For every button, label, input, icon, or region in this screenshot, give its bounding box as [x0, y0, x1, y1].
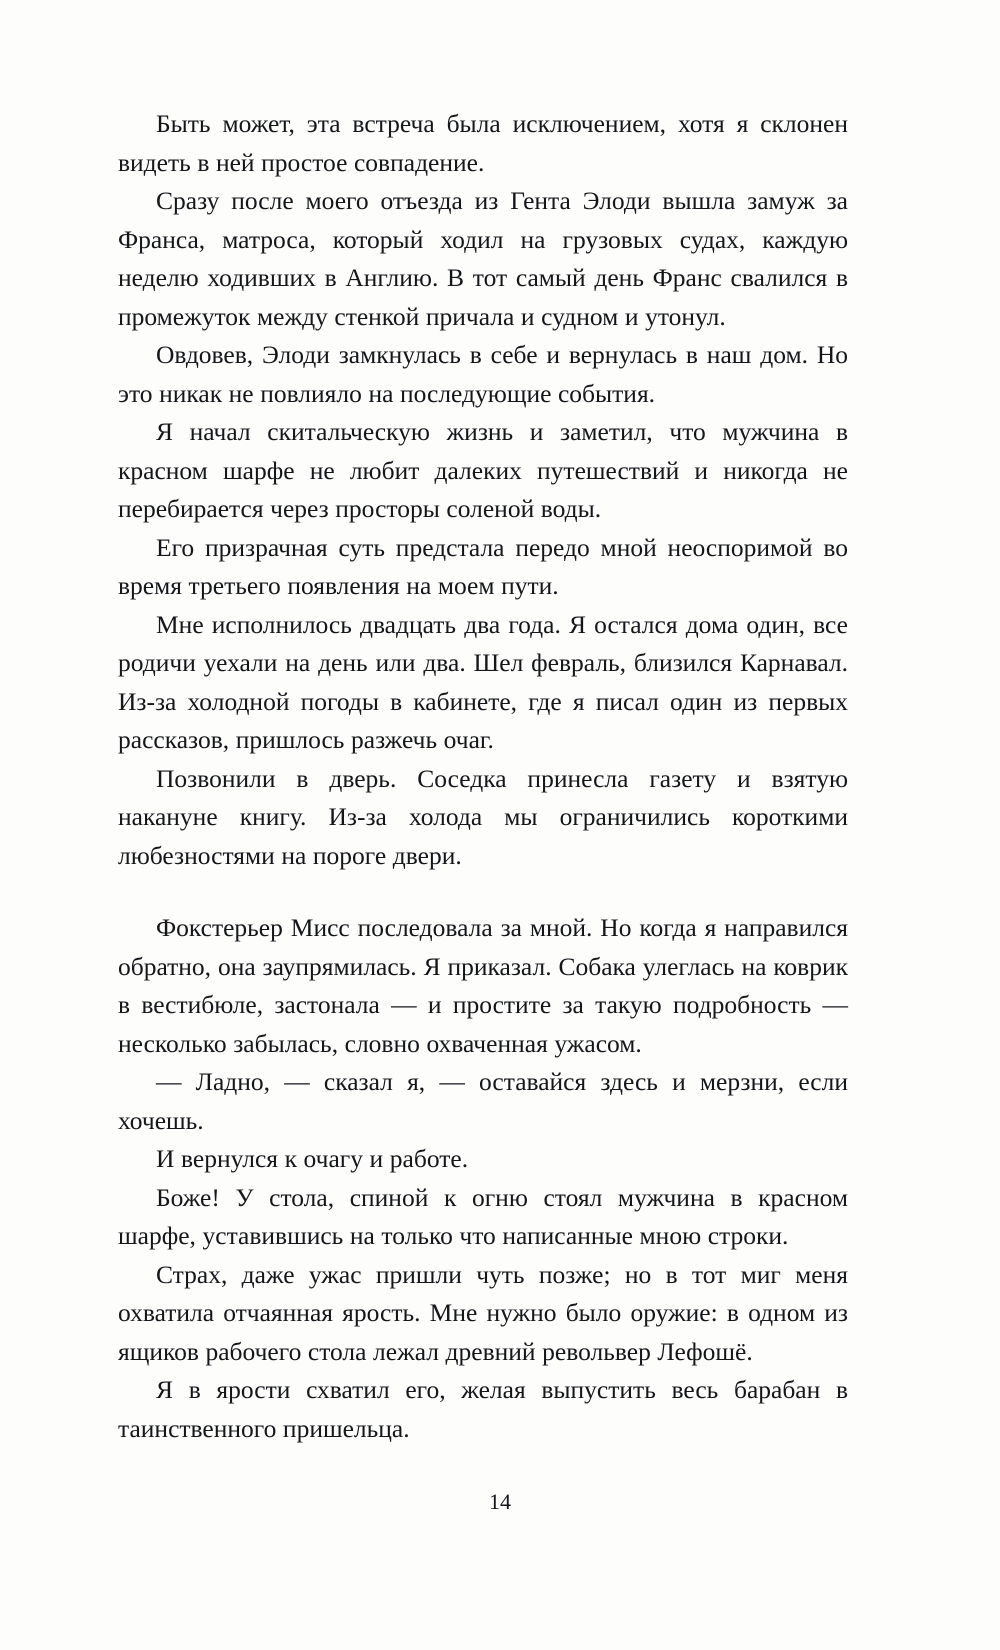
paragraph: Сразу после моего отъезда из Гента Элоди вышла замуж за Франса, матроса, который ходил на грузовых судах, каждую неделю ходивших в Англию. В тот самый день Франс свалился в промежуток между стенкой причала и судном и утонул.: [118, 186, 848, 331]
paragraph: Мне исполнилось двадцать два года. Я остался дома один, все родичи уехали на день или два. Шел февраль, близился Карнавал. Из-за холодной погоды в кабинете, где я писал один из первых рассказов, пришлось разжечь очаг.: [118, 609, 848, 754]
paragraph: Фокстерьер Мисс последовала за мной. Но когда я направился обратно, она заупрямилась. Я приказал. Собака улеглась на коврик в вестибюле, застонала — и простите за такую подробность — несколько забылась, словно охваченная ужасом.: [118, 913, 848, 1058]
paragraph: Я в ярости схватил его, желая выпустить весь барабан в таинственного пришельца.: [118, 1375, 848, 1443]
paragraph: Я начал скитальческую жизнь и заметил, что мужчина в красном шарфе не любит далеких путешествий и никогда не перебирается через просторы соленой воды.: [118, 417, 848, 523]
paragraph: Позвонили в дверь. Соседка принесла газету и взятую накануне книгу. Из-за холода мы ограничились короткими любезностями на пороге двери.: [118, 763, 848, 870]
paragraph: — Ладно, — сказал я, — оставайся здесь и мерзни, если хочешь.: [118, 1067, 848, 1135]
paragraph: Быть может, эта встреча была исключением, хотя я склонен видеть в ней простое совпадение.: [118, 109, 848, 177]
paragraph: Овдовев, Элоди замкнулась в себе и вернулась в наш дом. Но это никак не повлияло на последующие события.: [118, 340, 848, 408]
section-break: [118, 875, 848, 909]
paragraph: Страх, даже ужас пришли чуть позже; но в тот миг меня охватила отчаянная ярость. Мне нужно было оружие: в одном из ящиков рабочего стола лежал древний револьвер Лефошё.: [118, 1259, 848, 1366]
page-number: 14: [489, 1489, 511, 1514]
paragraph: И вернулся к очагу и работе.: [156, 1144, 469, 1173]
body-text-column: [118, 105, 848, 1448]
paragraph: Боже! У стола, спиной к огню стоял мужчина в красном шарфе, уставившись на только что написанные мною строки.: [118, 1182, 848, 1250]
paragraph: Его призрачная суть предстала передо мной неоспоримой во время третьего появления на моем пути.: [118, 532, 848, 600]
